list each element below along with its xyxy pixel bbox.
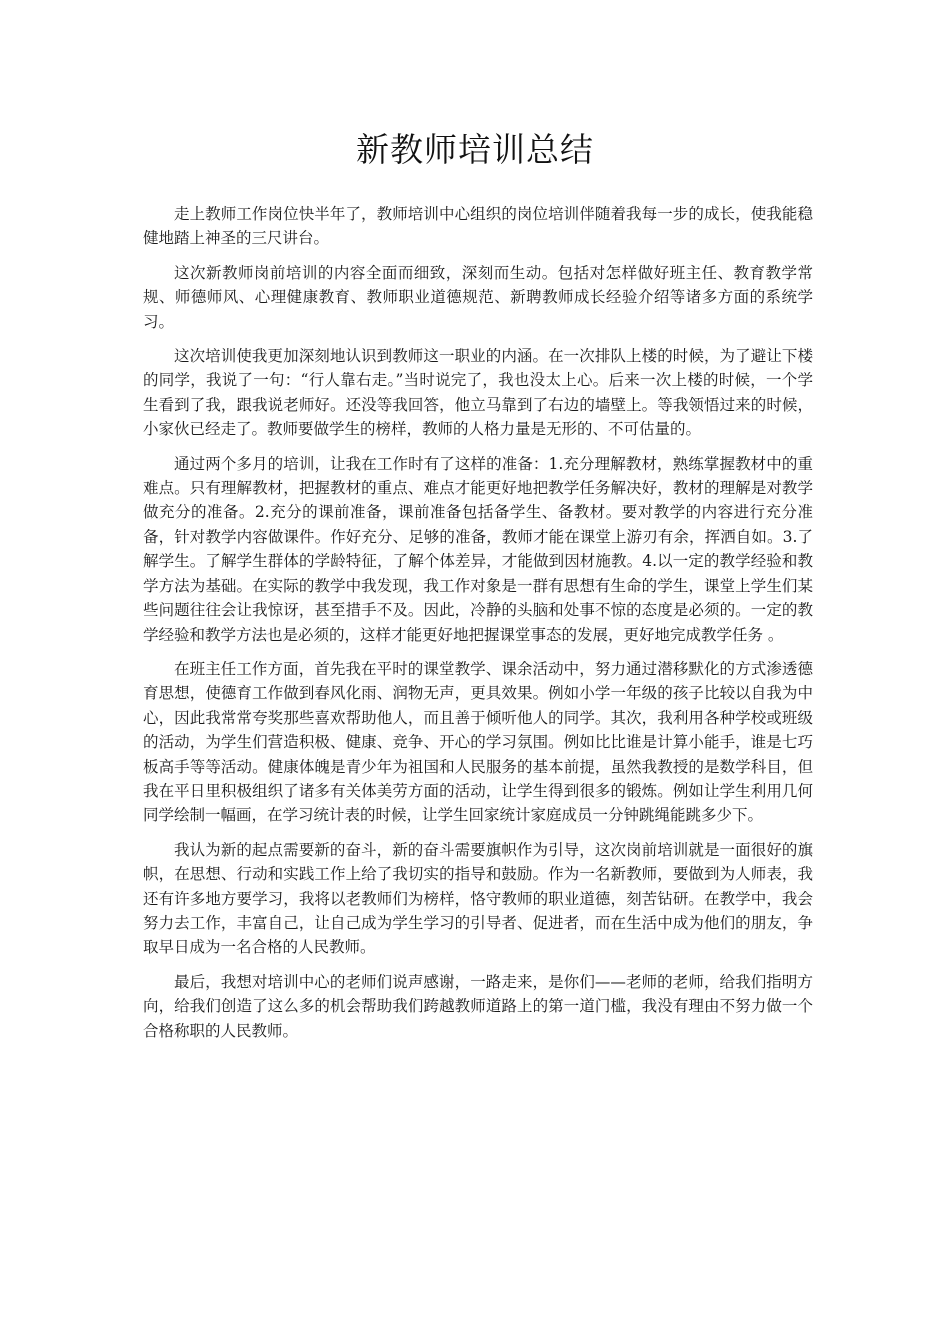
- document-body: [143, 202, 813, 1053]
- paragraph-new-start: 我认为新的起点需要新的奋斗，新的奋斗需要旗帜作为引导，这次岗前培训就是一面很好的旗帜，在思想、行动和实践工作上给了我切实的指导和鼓励。作为一名新教师，要做到为人师表，我还有许多地方要学习，我将以老教师们为榜样，恪守教师的职业道德，刻苦钻研。在教学中，我会努力去工作，丰富自己，让自己成为学生学习的引导者、促进者，而在生活中成为他们的朋友，争取早日成为一名合格的人民教师。: [143, 840, 813, 957]
- paragraph-intro: 走上教师工作岗位快半年了，教师培训中心组织的岗位培训伴随着我每一步的成长，使我能稳健地踏上神圣的三尺讲台。: [143, 205, 813, 248]
- paragraph-thanks: 最后，我想对培训中心的老师们说声感谢，一路走来，是你们——老师的老师，给我们指明方向，给我们创造了这么多的机会帮助我们跨越教师道路上的第一道门槛，我没有理由不努力做一个合格称职的人民教师。: [143, 972, 813, 1040]
- paragraph-training-content: 这次新教师岗前培训的内容全面而细致，深刻而生动。包括对怎样做好班主任、教育教学常规、师德师风、心理健康教育、教师职业道德规范、新聘教师成长经验介绍等诸多方面的系统学习。: [143, 263, 813, 331]
- document-title: 新教师培训总结: [356, 130, 594, 169]
- paragraph-class-teacher: 在班主任工作方面，首先我在平时的课堂教学、课余活动中，努力通过潜移默化的方式渗透德育思想，使德育工作做到春风化雨、润物无声，更具效果。例如小学一年级的孩子比较以自我为中心，因此我常常夸奖那些喜欢帮助他人，而且善于倾听他人的同学。其次，我利用各种学校或班级的活动，为学生们营造积极、健康、竞争、开心的学习氛围。例如比比谁是计算小能手，谁是七巧板高手等等活动。健康体魄是青少年为祖国和人民服务的基本前提，虽然我教授的是数学科目，但我在平日里积极组织了诸多有关体美劳方面的活动，让学生得到很多的锻炼。例如让学生利用几何同学绘制一幅画，在学习统计表的时候，让学生回家统计家庭成员一分钟跳绳能跳多少下。: [143, 659, 813, 825]
- paragraph-teacher-role: 这次培训使我更加深刻地认识到教师这一职业的内涵。在一次排队上楼的时候，为了避让下楼的同学，我说了一句：“行人靠右走。”当时说完了，我也没太上心。后来一次上楼的时候，一个学生看到了我，跟我说老师好。还没等我回答，他立马靠到了右边的墙壁上。等我领悟过来的时候，小家伙已经走了。教师要做学生的榜样，教师的人格力量是无形的、不可估量的。: [143, 347, 813, 439]
- paragraph-preparation: 通过两个多月的培训，让我在工作时有了这样的准备：1.充分理解教材，熟练掌握教材中的重难点。只有理解教材，把握教材的重点、难点才能更好地把教学任务解决好，教材的理解是对教学做充分的准备。2.充分的课前准备，课前准备包括备学生、备教材。要对教学的内容进行充分准备，针对教学内容做课件。作好充分、足够的准备，教师才能在课堂上游刃有余，挥洒自如。3.了解学生。了解学生群体的学龄特征，了解个体差异，才能做到因材施教。4.以一定的教学经验和教学方法为基础。在实际的教学中我发现，我工作对象是一群有思想有生命的学生，课堂上学生们某些问题往往会让我惊讶，甚至措手不及。因此，冷静的头脑和处事不惊的态度是必须的。一定的教学经验和教学方法也是必须的，这样才能更好地把握课堂事态的发展，更好地完成教学任务 。: [143, 454, 813, 644]
